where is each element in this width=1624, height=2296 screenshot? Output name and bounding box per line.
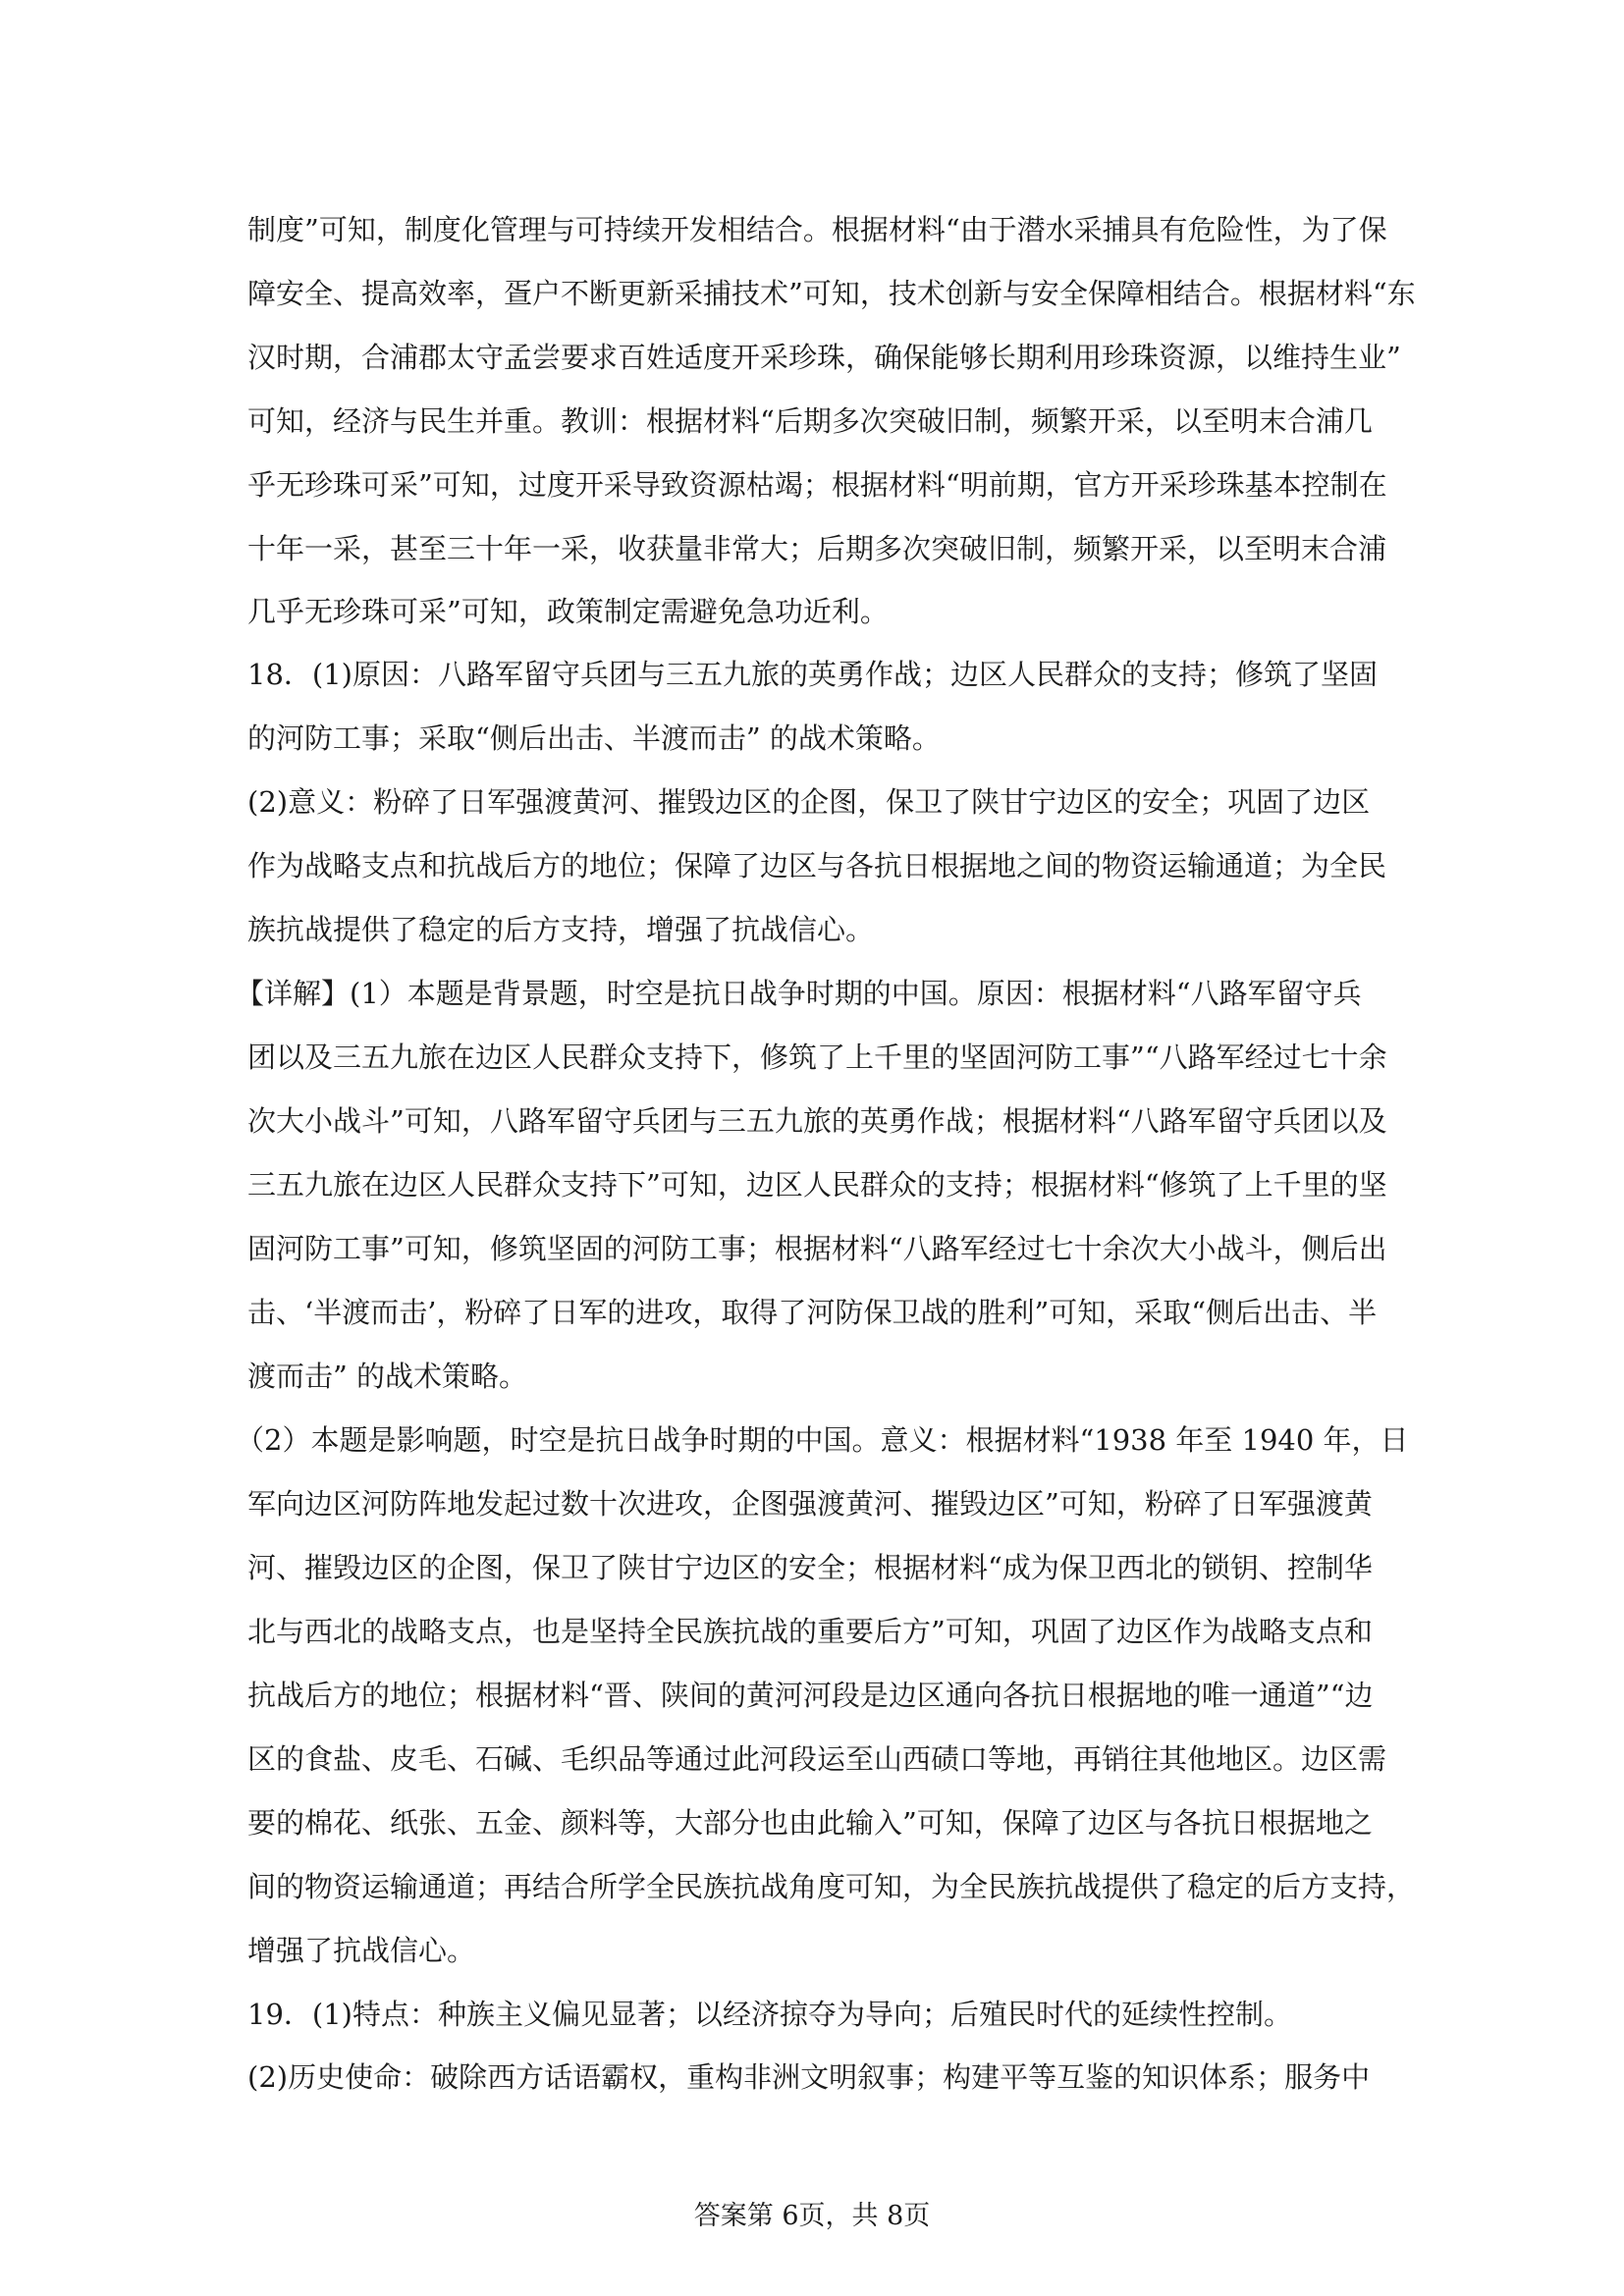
- text-line: 汉时期，合浦郡太守孟尝要求百姓适度开采珍珠，确保能够长期利用珍珠资源，以维持生业”: [247, 341, 1401, 374]
- text-line: 间的物资运输通道；再结合所学全民族抗战角度可知，为全民族抗战提供了稳定的后方支持，: [247, 1870, 1416, 1903]
- text-line: 增强了抗战信心。: [247, 1934, 476, 1967]
- answer-19-part-2: (2)历史使命：破除西方话语霸权，重构非洲文明叙事；构建平等互鉴的知识体系；服务中: [247, 2060, 1371, 2094]
- text-line: 作为战略支点和抗战后方的地位；保障了边区与各抗日根据地之间的物资运输通道；为全民: [247, 849, 1387, 882]
- text-line: 区的食盐、皮毛、石碱、毛织品等通过此河段运至山西碛口等地，再销往其他地区。边区需: [247, 1742, 1387, 1776]
- answer-18-part-1: 18．(1)原因：八路军留守兵团与三五九旅的英勇作战；边区人民群众的支持；修筑了坚固: [247, 658, 1378, 691]
- text-line: 北与西北的战略支点，也是坚持全民族抗战的重要后方”可知，巩固了边区作为战略支点和: [247, 1615, 1373, 1648]
- detail-part-2-line: （2）本题是影响题，时空是抗日战争时期的中国。意义：根据材料“1938 年至 1940 年，日: [236, 1423, 1409, 1457]
- answer-19-part-1: 19．(1)特点：种族主义偏见显著；以经济掠夺为导向；后殖民时代的延续性控制。: [247, 1998, 1292, 2031]
- text-line: 乎无珍珠可采”可知，过度开采导致资源枯竭；根据材料“明前期，官方开采珍珠基本控制在: [247, 468, 1387, 502]
- page-footer: 答案第 6页，共 8页: [693, 2201, 931, 2231]
- text-line: 固河防工事”可知，修筑坚固的河防工事；根据材料“八路军经过七十余次大小战斗，侧后出: [247, 1232, 1387, 1265]
- text-line: 制度”可知，制度化管理与可持续开发相结合。根据材料“由于潜水采捕具有危险性，为了保: [247, 213, 1387, 246]
- text-line: 河、摧毁边区的企图，保卫了陕甘宁边区的安全；根据材料“成为保卫西北的锁钥、控制华: [247, 1551, 1373, 1584]
- text-line: 军向边区河防阵地发起过数十次进攻，企图强渡黄河、摧毁边区”可知，粉碎了日军强渡黄: [247, 1487, 1373, 1521]
- text-line: 团以及三五九旅在边区人民群众支持下，修筑了上千里的坚固河防工事”“八路军经过七十余: [247, 1041, 1387, 1074]
- text-line: 障安全、提高效率，疍户不断更新采捕技术”可知，技术创新与安全保障相结合。根据材料“东: [247, 277, 1416, 310]
- text-line: 抗战后方的地位；根据材料“晋、陕间的黄河河段是边区通向各抗日根据地的唯一通道”“边: [247, 1679, 1374, 1712]
- detail-heading-line: 【详解】(1）本题是背景题，时空是抗日战争时期的中国。原因：根据材料“八路军留守兵: [236, 977, 1362, 1010]
- text-line: 渡而击” 的战术策略。: [247, 1360, 528, 1393]
- text-line: 族抗战提供了稳定的后方支持，增强了抗战信心。: [247, 913, 875, 946]
- answer-18-part-2: (2)意义：粉碎了日军强渡黄河、摧毁边区的企图，保卫了陕甘宁边区的安全；巩固了边区: [247, 785, 1371, 819]
- text-line: 可知，经济与民生并重。教训：根据材料“后期多次突破旧制，频繁开采，以至明末合浦几: [247, 404, 1373, 438]
- text-line: 的河防工事；采取“侧后出击、半渡而击” 的战术策略。: [247, 721, 941, 755]
- text-line: 击、‘半渡而击’，粉碎了日军的进攻，取得了河防保卫战的胜利”可知，采取“侧后出击、半: [247, 1296, 1378, 1329]
- text-line: 三五九旅在边区人民群众支持下”可知，边区人民群众的支持；根据材料“修筑了上千里的坚: [247, 1168, 1387, 1201]
- text-line: 次大小战斗”可知，八路军留守兵团与三五九旅的英勇作战；根据材料“八路军留守兵团以及: [247, 1104, 1387, 1138]
- text-line: 要的棉花、纸张、五金、颜料等，大部分也由此输入”可知，保障了边区与各抗日根据地之: [247, 1806, 1373, 1840]
- text-line: 十年一采，甚至三十年一采，收获量非常大；后期多次突破旧制，频繁开采，以至明末合浦: [247, 532, 1387, 565]
- text-line: 几乎无珍珠可采”可知，政策制定需避免急功近利。: [247, 595, 889, 628]
